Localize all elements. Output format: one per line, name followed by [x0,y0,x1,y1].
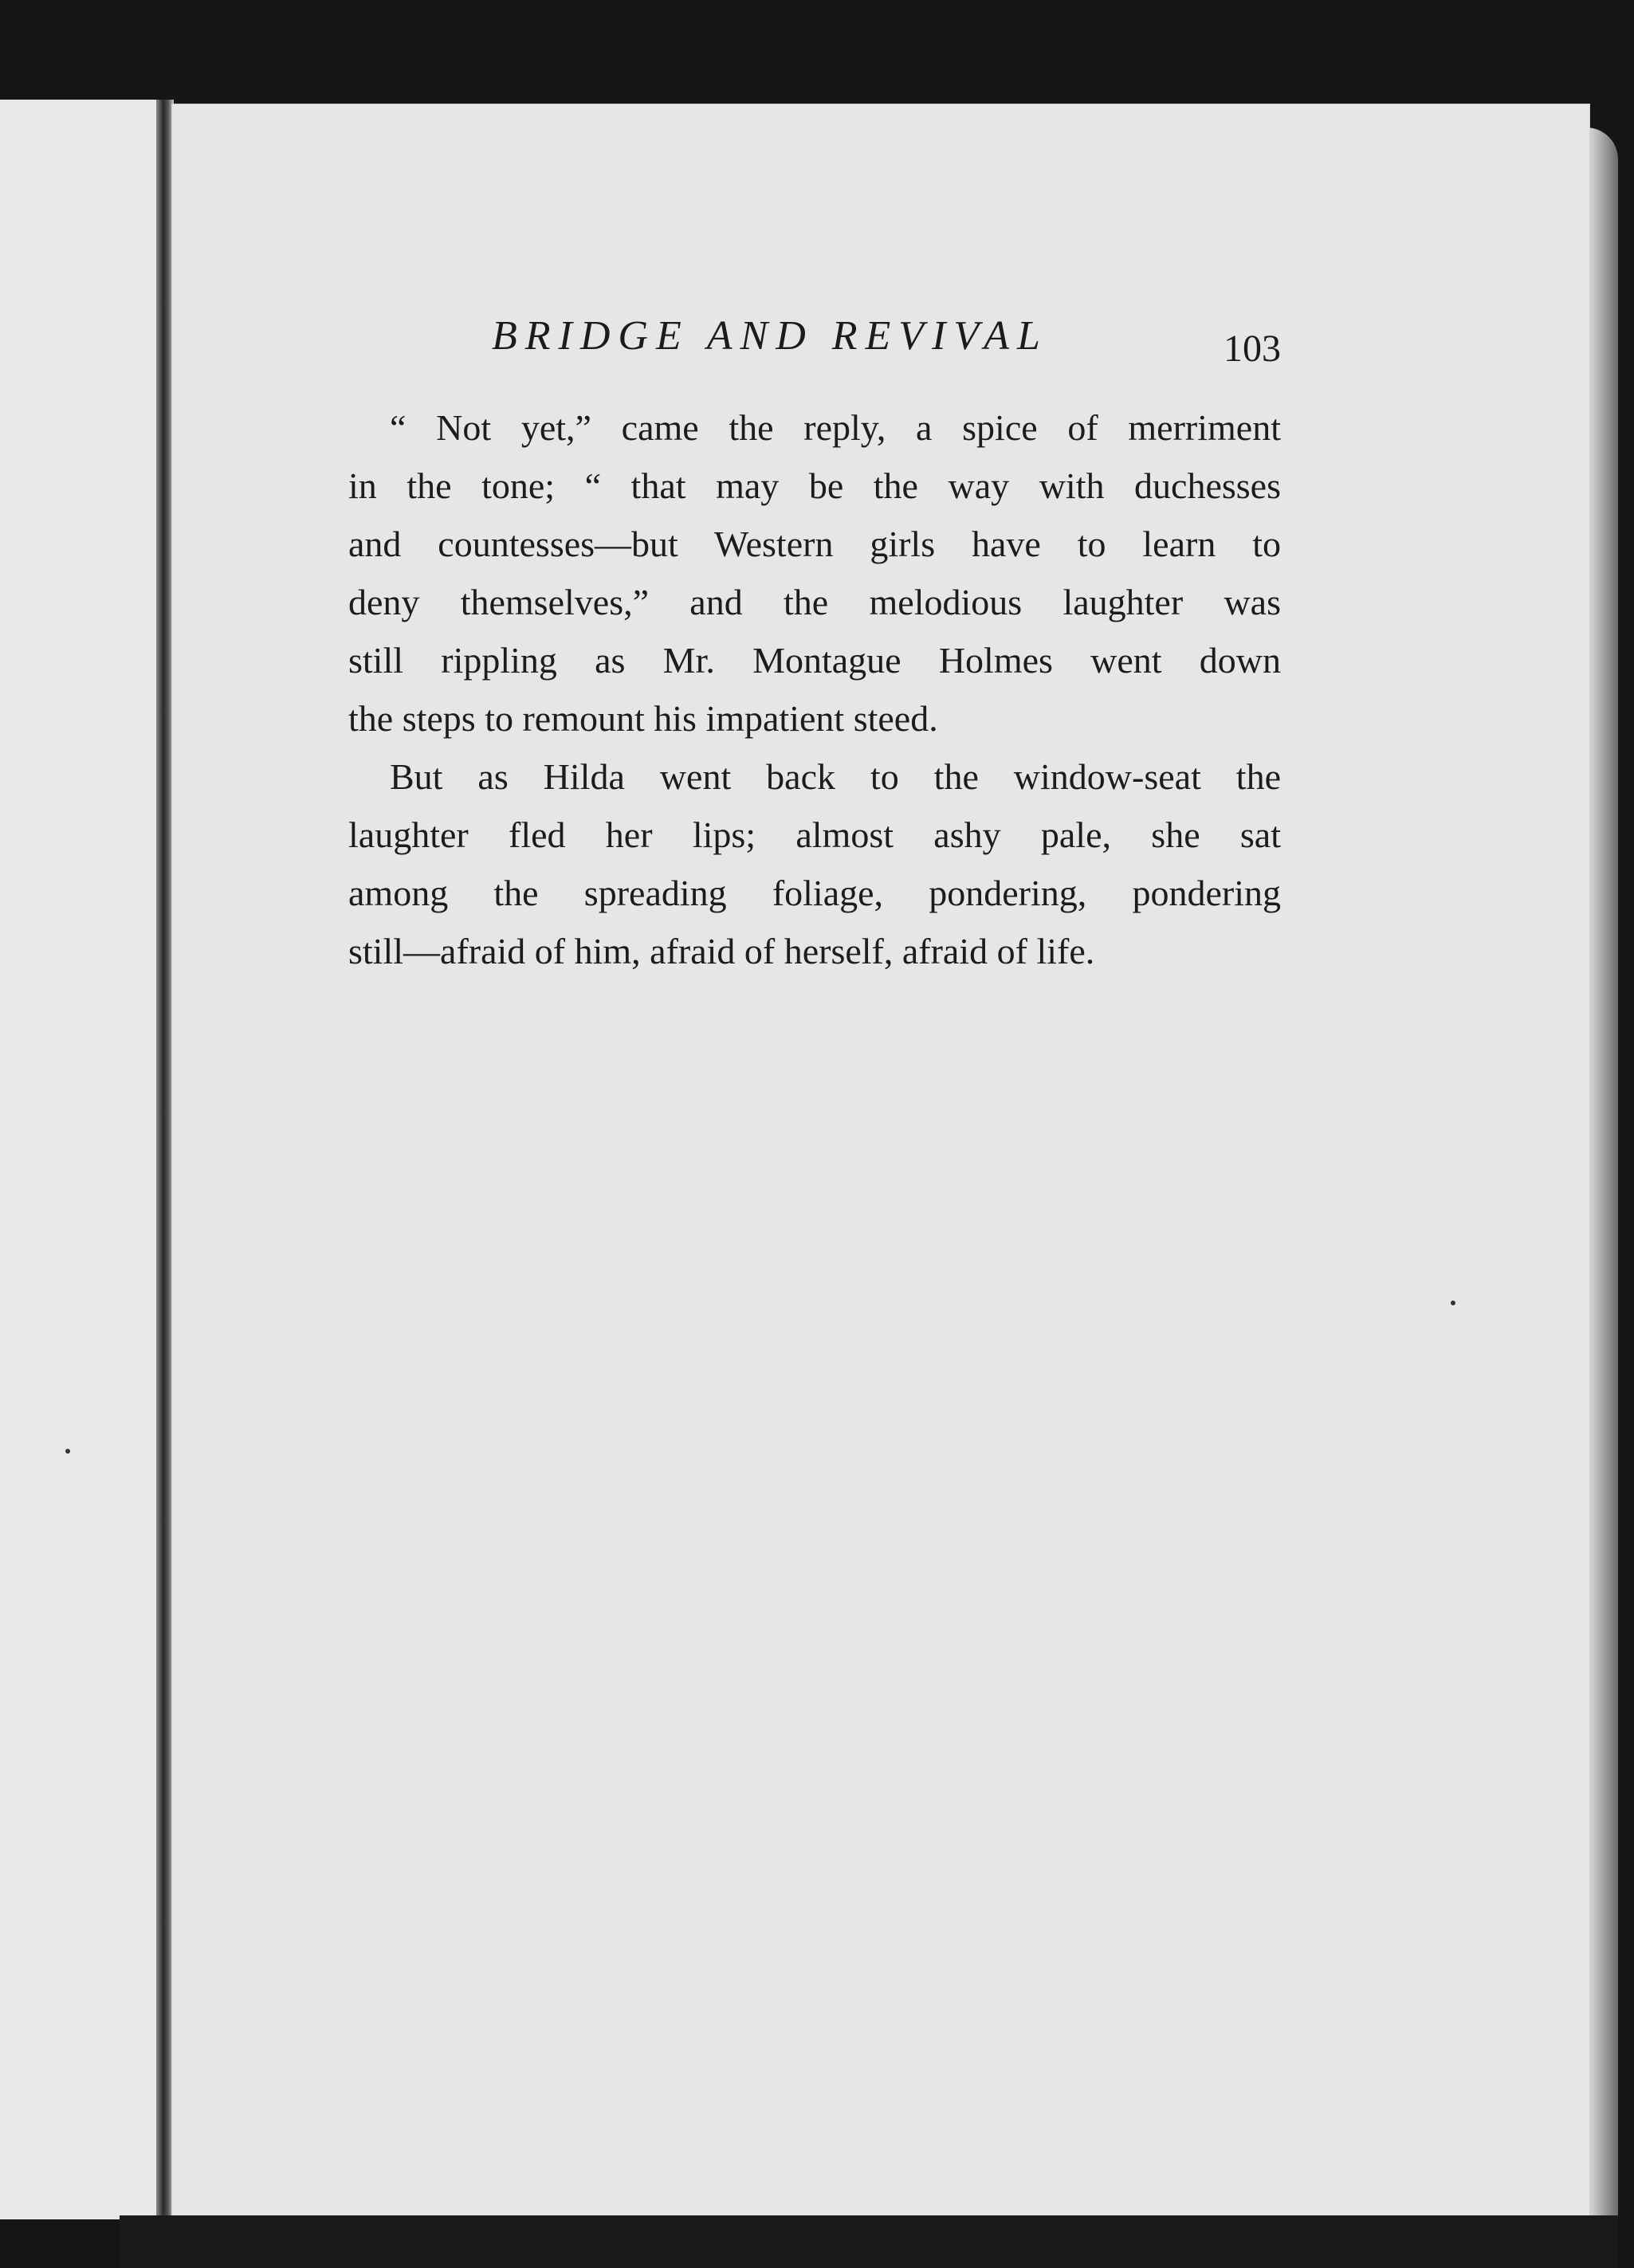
text-line: laughter fled her lips; almost ashy pale, she sat [348,814,1281,855]
scan-bottom-shadow [120,2215,1618,2268]
text-line: still rippling as Mr. Montague Holmes went down [348,640,1281,681]
text-line: still—afraid of him, afraid of herself, afraid of life. [348,931,1095,971]
dust-speck [1451,1301,1455,1305]
text-line: the steps to remount his impatient steed. [348,698,938,739]
body-text [348,398,1281,980]
paragraph-1 [348,398,1281,747]
paragraph-2 [348,747,1281,980]
page-number: 103 [1224,328,1281,370]
text-line: But as Hilda went back to the window-seat the [390,756,1281,797]
text-line: among the spreading foliage, pondering, pondering [348,873,1281,913]
text-line: in the tone; “ that may be the way with duchesses [348,465,1281,506]
text-line: deny themselves,” and the melodious laughter was [348,582,1281,622]
facing-page-edge [0,100,163,2219]
running-head: BRIDGE AND REVIVAL [492,313,1048,359]
dust-speck [65,1449,70,1454]
text-line: “ Not yet,” came the reply, a spice of merriment [390,407,1281,448]
text-line: and countesses—but Western girls have to learn to [348,524,1281,564]
